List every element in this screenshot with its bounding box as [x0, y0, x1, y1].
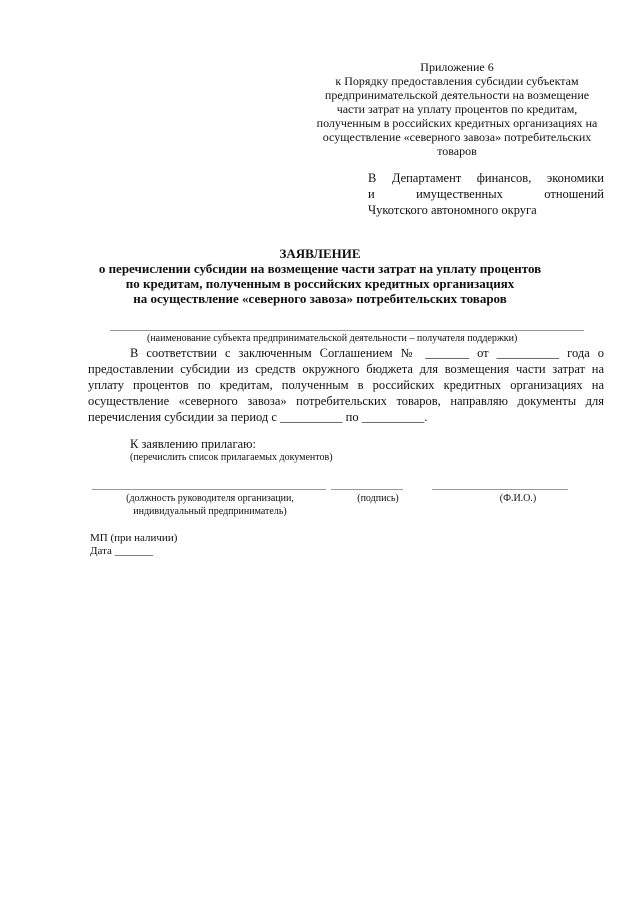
document-title [80, 246, 560, 306]
full-name-line[interactable] [432, 489, 568, 490]
appendix-header [312, 60, 602, 158]
body-line: перечисления субсидии за период с __________ по __________. [88, 410, 428, 424]
date-label: Дата _______ [90, 545, 154, 557]
stamp-block [90, 532, 177, 558]
position-caption [104, 492, 316, 518]
appendix-line: к Порядку предоставления субсидии субъектам [335, 74, 579, 88]
addressee-line: Чукотского автономного округа [368, 203, 537, 217]
appendix-line: полученным в российских кредитных организациях на [316, 116, 598, 130]
attachments-hint: (перечислить список прилагаемых документов) [130, 452, 333, 463]
appendix-line: предпринимательской деятельности на возмещение [324, 88, 590, 102]
stamp-label: МП (при наличии) [90, 532, 178, 544]
title-line: на осуществление «северного завоза» потребительских товаров [133, 291, 507, 306]
signature-caption: (подпись) [357, 493, 399, 504]
attachments-label: К заявлению прилагаю: [130, 437, 256, 451]
title-heading: ЗАЯВЛЕНИЕ [279, 246, 361, 261]
appendix-line: осуществление «северного завоза» потребительских [322, 130, 592, 144]
body-line: В соответствии с заключенным Соглашением № _______ от __________ года о [130, 346, 604, 360]
appendix-line: части затрат на уплату процентов по кредитам, [336, 102, 578, 116]
name-caption: (Ф.И.О.) [499, 493, 537, 504]
body-line: осуществление «северного завоза» потребительских товаров, направляю документы для [88, 394, 604, 408]
addressee-block [368, 170, 604, 218]
body-line: предоставлении субсидии из средств окружного бюджета для возмещения части затрат на [88, 362, 604, 376]
recipient-name-line[interactable] [110, 330, 584, 331]
title-line: о перечислении субсидии на возмещение части затрат на уплату процентов [98, 261, 542, 276]
addressee-line: и имущественных отношений [368, 187, 604, 201]
appendix-line: Приложение 6 [420, 60, 494, 74]
position-caption-line: (должность руководителя организации, [126, 493, 294, 504]
title-line: по кредитам, полученным в российских кредитных организациях [125, 276, 515, 291]
signature-line[interactable] [331, 489, 403, 490]
appendix-line: товаров [437, 144, 477, 158]
addressee-line: В Департамент финансов, экономики [368, 171, 604, 185]
position-line[interactable] [92, 489, 326, 490]
body-paragraph [88, 345, 604, 425]
position-caption-line: индивидуальный предприниматель) [133, 506, 287, 517]
recipient-caption: (наименование субъекта предпринимательской деятельности – получателя поддержки) [147, 333, 518, 344]
body-line: уплату процентов по кредитам, полученным в российских кредитных организациях на [88, 378, 604, 392]
